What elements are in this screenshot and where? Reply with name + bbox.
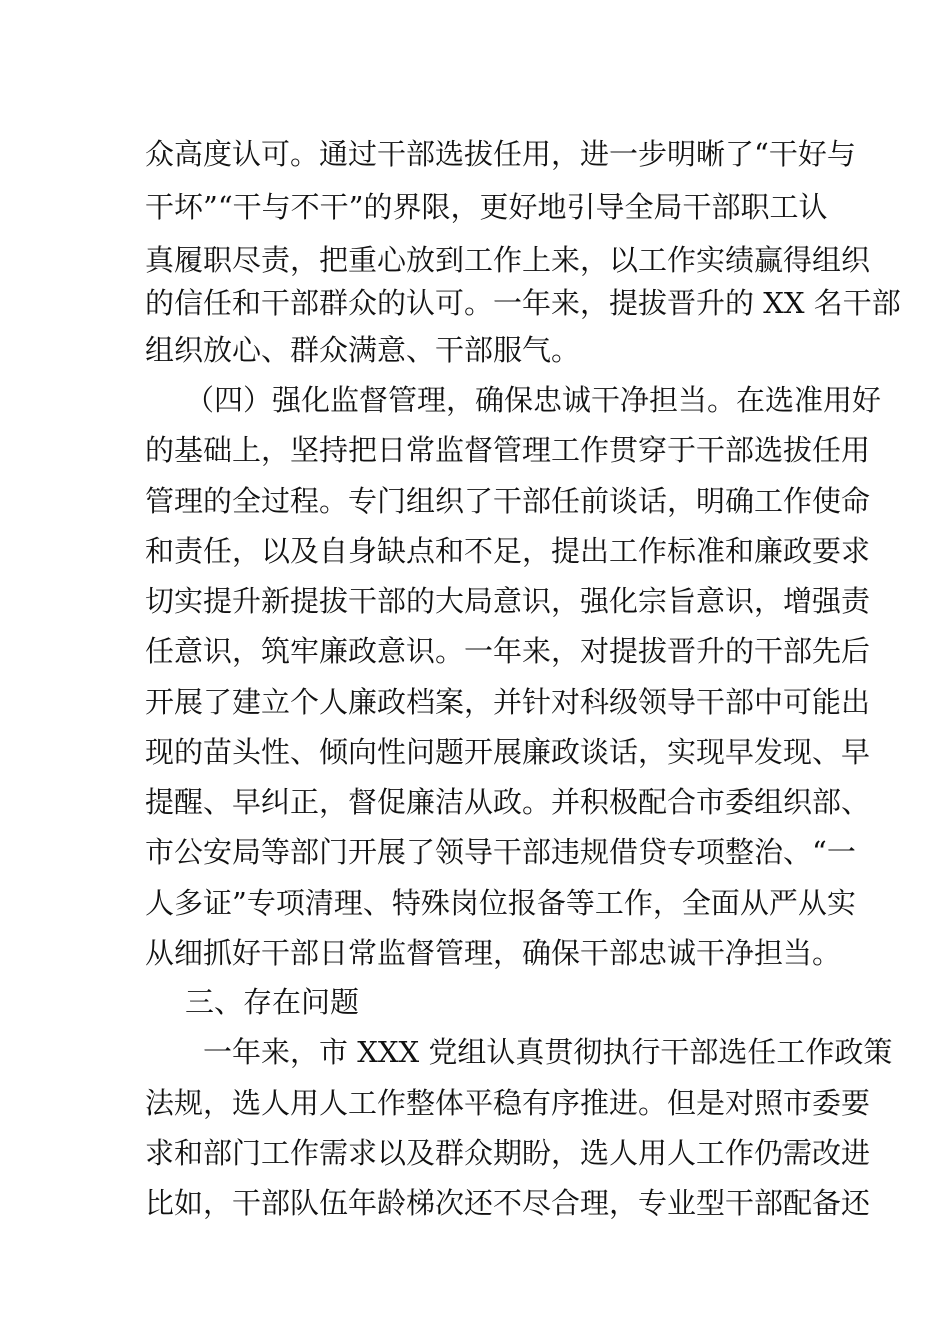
text-line-13: 现的苗头性、倾向性问题开展廉政谈话，实现早发现、早 [145,735,871,769]
text-line-3: 真履职尽责，把重心放到工作上来，以工作实绩赢得组织 [145,243,871,277]
section-heading-four: （四）强化监督管理，确保忠诚干净担当。在选准用好 [185,383,882,417]
text-line-10: 切实提升新提拔干部的大局意识，强化宗旨意识，增强责 [145,584,871,618]
text-line-7: 的基础上，坚持把日常监督管理工作贯穿于干部选拔任用 [145,433,871,467]
text-line-8: 管理的全过程。专门组织了干部任前谈话，明确工作使命 [145,484,871,518]
section-heading-problems: 三、存在问题 [185,985,360,1019]
text-line-20: 法规，选人用人工作整体平稳有序推进。但是对照市委要 [145,1086,871,1120]
text-line-12: 开展了建立个人廉政档案，并针对科级领导干部中可能出 [145,685,871,719]
text-line-1: 众高度认可。通过干部选拔任用，进一步明晰了“干好与 [145,137,856,171]
text-line-9: 和责任，以及自身缺点和不足，提出工作标准和廉政要求 [145,534,871,568]
text-line-22: 比如，干部队伍年龄梯次还不尽合理，专业型干部配备还 [145,1186,871,1220]
text-line-16: 人多证”专项清理、特殊岗位报备等工作，全面从严从实 [145,886,856,920]
text-line-15: 市公安局等部门开展了领导干部违规借贷专项整治、“一 [145,835,856,869]
text-line-17: 从细抓好干部日常监督管理，确保干部忠诚干净担当。 [145,936,842,970]
text-line-11: 任意识，筑牢廉政意识。一年来，对提拔晋升的干部先后 [145,634,871,668]
text-line-19: 一年来，市 XXX 党组认真贯彻执行干部选任工作政策 [203,1035,893,1069]
text-line-21: 求和部门工作需求以及群众期盼，选人用人工作仍需改进 [145,1136,871,1170]
text-line-2: 干坏”“干与不干”的界限，更好地引导全局干部职工认 [145,190,828,224]
text-line-4: 的信任和干部群众的认可。一年来，提拔晋升的 XX 名干部 [145,286,901,320]
text-line-14: 提醒、早纠正，督促廉洁从政。并积极配合市委组织部、 [145,785,871,819]
text-line-5: 组织放心、群众满意、干部服气。 [145,333,581,367]
